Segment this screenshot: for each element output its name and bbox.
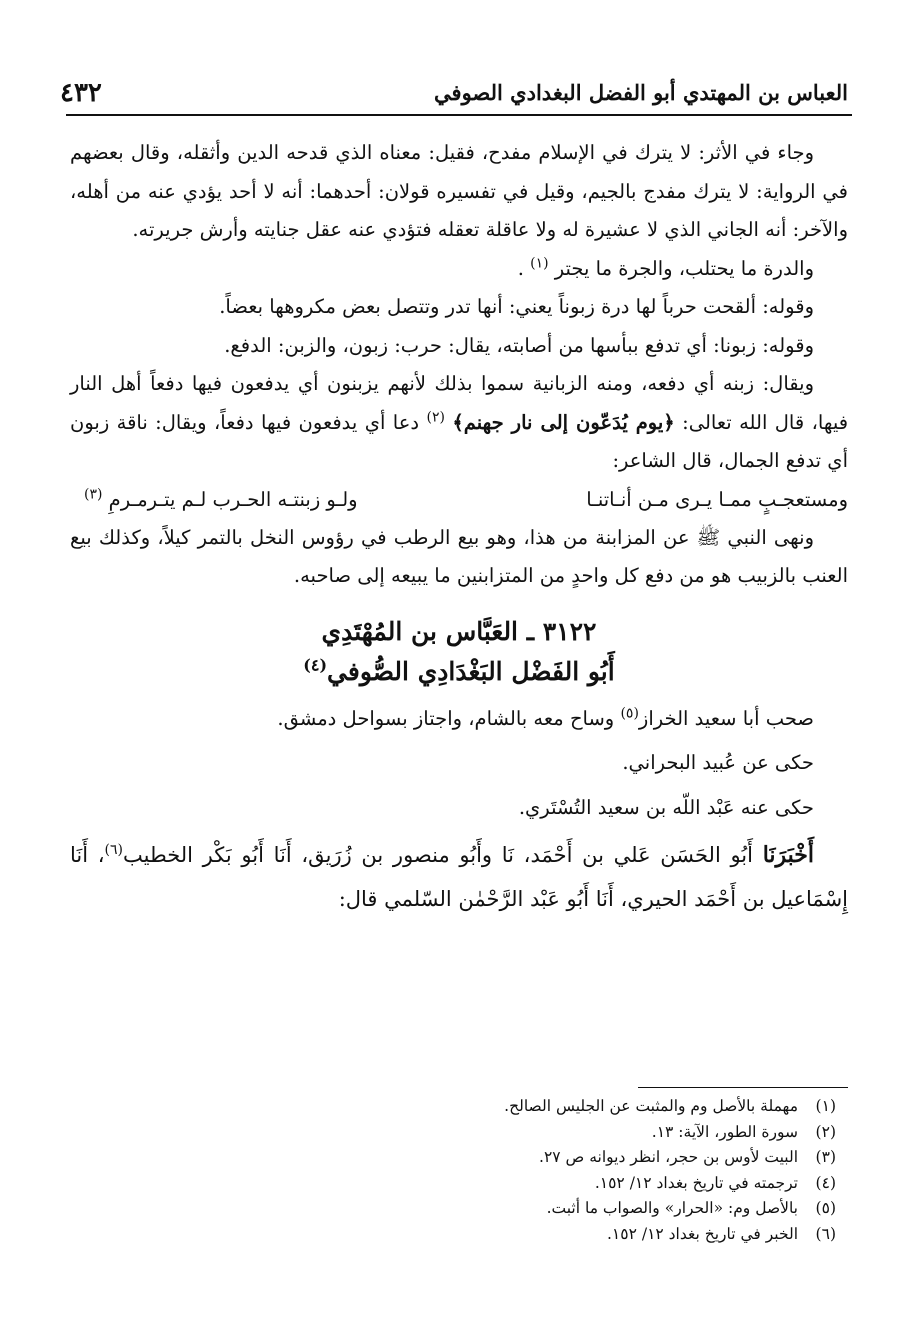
paragraph-zabaniya-text-a: ويقال: زبنه أي دفعه، ومنه الزبانية سموا بذلك لأنهم يزبنون أي يدفعون فيها دفعاً أهل النار فيها، قال الله تعالى: <box>70 372 849 434</box>
footnote-item <box>70 1094 836 1120</box>
quran-quote: ﴿يوم يُدَعّون إلى نار جهنم﴾ <box>452 410 675 434</box>
paragraph-zabun: وقوله: زبونا: أي تدفع ببأسها من أصابته، يقال: حرب: زبون، والزبن: الدفع. <box>224 333 814 357</box>
verse-first-hemistich: ومستعجـبٍ ممـا يـرى مـن أنـاتنـا <box>586 487 848 511</box>
verse-second-hemistich: ولـو زبنتـه الحـرب لـم يتـرمـرمِ <box>108 487 358 511</box>
paragraph-muzabana: ونهى النبي ﷺ عن المزابنة من هذا، وهو بيع الرطب في رؤوس النخل بالتمر كيلاً، وكذلك بيع العنب بالزبيب هو من دفع كل واحدٍ من المتزابنين ما يبيعه إلى صاحبه. <box>70 525 848 587</box>
footnote-ref-4: (٤) <box>303 655 328 675</box>
footnote-text: بالأصل وم: «الحرار» والصواب ما أثبت. <box>546 1199 798 1218</box>
footnote-number: (٢) <box>815 1122 836 1141</box>
entry-line-companion-b: وساح معه بالشام، واجتاز بسواحل دمشق. <box>277 706 615 730</box>
isnad-text-b: ، أَنَا إِسْمَاعيل بن أَحْمَد الحيري، أَنَا أَبُو عَبْد الرَّحْمٰن السّلمي قال: <box>70 843 848 911</box>
footnote-item <box>70 1171 836 1197</box>
verse-second-hemistich-wrap <box>84 481 358 520</box>
isnad-text-a: أَبُو الحَسَن عَلي بن أَحْمَد، نَا وأَبُو منصور بن زُرَيق، أَنَا أَبُو بَكْر الخطيب <box>123 843 753 867</box>
paragraph-durra-end: . <box>517 256 524 280</box>
entry-title-line-2: أَبُو الفَضْل البَغْدَادِي الصُّوفي <box>327 656 615 686</box>
footnote-ref-3: (٣) <box>84 486 103 502</box>
entry-title <box>70 612 848 692</box>
paragraph-athar: وجاء في الأثر: لا يترك في الإسلام مفدح، فقيل: معناه الذي قدحه الدين وأثقله، وقال بعضهم في الرواية: لا يترك مفدج بالجيم، وقيل في تفسيره قولان: أحدهما: أنه لا أحد يؤدي عنه من أهله، والآخر: أنه الجاني الذي لا عشيرة له ولا عاقلة تعقله فتؤدي عنه عقل جنايته وأرش جريرته. <box>70 141 848 241</box>
paragraph-alqahat: وقوله: ألقحت حرباً لها درة زبوناً يعني: أنها تدر وتتصل بعض مكروهها بعضاً. <box>219 295 814 318</box>
footnote-text: البيت لأوس بن حجر، انظر ديوانه ص ٢٧. <box>539 1148 798 1167</box>
entry-title-line-2-wrap <box>70 652 848 692</box>
header-rule <box>66 114 852 116</box>
footnote-text: سورة الطور، الآية: ١٣. <box>651 1122 798 1141</box>
footnote-ref-2: (٢) <box>426 409 445 425</box>
isnad-lead-word: أَخْبَرَنَا <box>762 842 815 868</box>
footnote-item <box>70 1120 836 1146</box>
entry-line-companion-a: صحب أبا سعيد الخراز <box>638 706 814 730</box>
entry-title-line-1: ٣١٢٢ ـ العَبَّاس بن المُهْتَدِي <box>321 616 597 646</box>
footnote-text: مهملة بالأصل وم والمثبت عن الجليس الصالح. <box>504 1097 798 1115</box>
paragraph-zabaniya-text-b: دعا أي يدفعون فيها دفعاً، ويقال: ناقة زبون أي تدفع الجمال، قال الشاعر: <box>70 410 848 472</box>
running-head: العباس بن المهتدي أبو الفضل البغدادي الصوفي <box>434 80 848 105</box>
paragraph-durra <box>70 250 848 289</box>
entry-line-narrated-from: حكى عن عُبيد البحراني. <box>622 751 814 774</box>
entry-line-narrated-by: حكى عنه عَبْد اللّه بن سعيد التُسْتَري. <box>518 795 814 819</box>
footnote-item <box>70 1145 836 1171</box>
poetry-verse <box>70 481 848 519</box>
main-text <box>70 134 848 921</box>
footnote-number: (٤) <box>815 1173 836 1192</box>
entry-line-companion <box>70 700 848 739</box>
footnote-ref-5: (٥) <box>620 705 639 721</box>
page-number: ٤٣٢ <box>60 78 102 108</box>
footnote-number: (٣) <box>815 1148 836 1167</box>
footnote-number: (١) <box>815 1097 836 1115</box>
footnote-rule <box>638 1087 848 1088</box>
page-header <box>60 70 848 110</box>
footnotes <box>70 1094 836 1248</box>
paragraph-durra-text: والدرة ما يحتلب، والجرة ما يجتر <box>554 256 814 280</box>
paragraph-zabaniya <box>70 365 848 481</box>
footnote-item <box>70 1222 836 1248</box>
footnote-text: الخبر في تاريخ بغداد ١٢/ ١٥٢. <box>606 1224 798 1243</box>
footnote-number: (٦) <box>815 1224 836 1243</box>
isnad-paragraph <box>70 833 848 921</box>
footnote-text: ترجمته في تاريخ بغداد ١٢/ ١٥٢. <box>594 1173 798 1192</box>
footnote-number: (٥) <box>815 1199 836 1218</box>
footnote-ref-6: (٦) <box>104 842 124 858</box>
footnote-item <box>70 1196 836 1222</box>
footnote-ref-1: (١) <box>530 255 549 271</box>
